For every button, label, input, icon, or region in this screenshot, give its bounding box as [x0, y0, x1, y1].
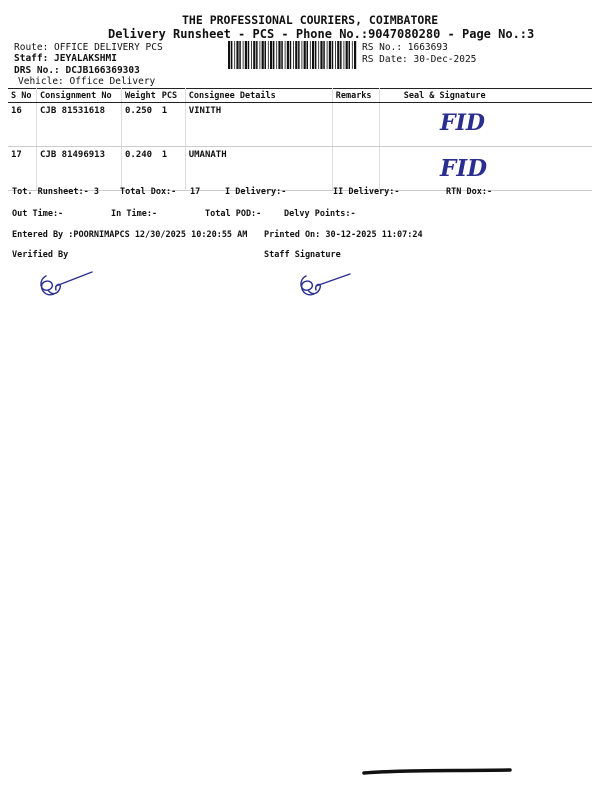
ii-delivery: II Delivery:- — [333, 187, 400, 197]
staff-signature — [292, 268, 362, 302]
delvy-points: Delvy Points:- — [284, 209, 356, 219]
col-weight: Weight — [122, 89, 159, 103]
cell-remarks — [332, 103, 379, 147]
total-dox-label: Total Dox:- — [120, 187, 177, 197]
in-time: In Time:- — [111, 209, 158, 219]
cell-sno: 17 — [8, 147, 37, 191]
cell-consignment: CJB 81531618 — [37, 103, 122, 147]
vehicle-line: Vehicle: Office Delivery — [18, 76, 156, 87]
cell-consignee: UMANATH — [185, 147, 332, 191]
col-seal: Seal & Signature — [379, 89, 592, 103]
table-header-row — [8, 89, 592, 103]
table-row — [8, 103, 592, 147]
i-delivery: I Delivery:- — [225, 187, 287, 197]
col-sno: S No — [8, 89, 37, 103]
printed-on: Printed On: 30-12-2025 11:07:24 — [264, 230, 423, 240]
col-consignee: Consignee Details — [185, 89, 332, 103]
entered-by: Entered By :POORNIMAPCS 12/30/2025 10:20:55 AM — [12, 230, 248, 240]
verified-by-label: Verified By — [12, 250, 69, 260]
staff-signature-label: Staff Signature — [264, 250, 341, 260]
runsheet-subtitle: Delivery Runsheet - PCS - Phone No.:9047080280 - Page No.:3 — [108, 27, 535, 41]
rs-number: RS No.: 1663693 — [362, 42, 448, 53]
col-consignment: Consignment No — [37, 89, 122, 103]
cell-sno: 16 — [8, 103, 37, 147]
tot-runsheet: Tot. Runsheet:- 3 — [12, 187, 99, 197]
svg-text:FID: FID — [439, 110, 485, 136]
company-title: THE PROFESSIONAL COURIERS, COIMBATORE — [182, 13, 439, 27]
cell-seal — [379, 103, 592, 147]
out-time: Out Time:- — [12, 209, 64, 219]
staff-line: Staff: JEYALAKSHMI — [14, 53, 117, 64]
bottom-scan-mark — [360, 766, 520, 778]
seal-signature-16 — [438, 106, 498, 136]
cell-remarks — [332, 147, 379, 191]
cell-weight: 0.240 — [122, 147, 159, 191]
cell-seal — [379, 147, 592, 191]
total-pod: Total POD:- — [205, 209, 262, 219]
svg-text:FID: FID — [439, 155, 487, 182]
drs-line: DRS No.: DCJB166369303 — [14, 65, 140, 76]
barcode — [228, 41, 358, 69]
verifier-signature — [32, 268, 102, 302]
total-dox-value: 17 — [190, 187, 201, 197]
cell-consignee: VINITH — [185, 103, 332, 147]
table-row — [8, 147, 592, 191]
rs-date: RS Date: 30-Dec-2025 — [362, 54, 477, 65]
cell-pcs: 1 — [159, 103, 186, 147]
cell-pcs: 1 — [159, 147, 186, 191]
runsheet-table — [8, 88, 592, 191]
cell-consignment: CJB 81496913 — [37, 147, 122, 191]
col-remarks: Remarks — [332, 89, 379, 103]
seal-signature-17 — [438, 150, 498, 182]
rtn-dox: RTN Dox:- — [446, 187, 493, 197]
col-pcs: PCS — [159, 89, 186, 103]
route-line: Route: OFFICE DELIVERY PCS — [14, 42, 163, 53]
cell-weight: 0.250 — [122, 103, 159, 147]
